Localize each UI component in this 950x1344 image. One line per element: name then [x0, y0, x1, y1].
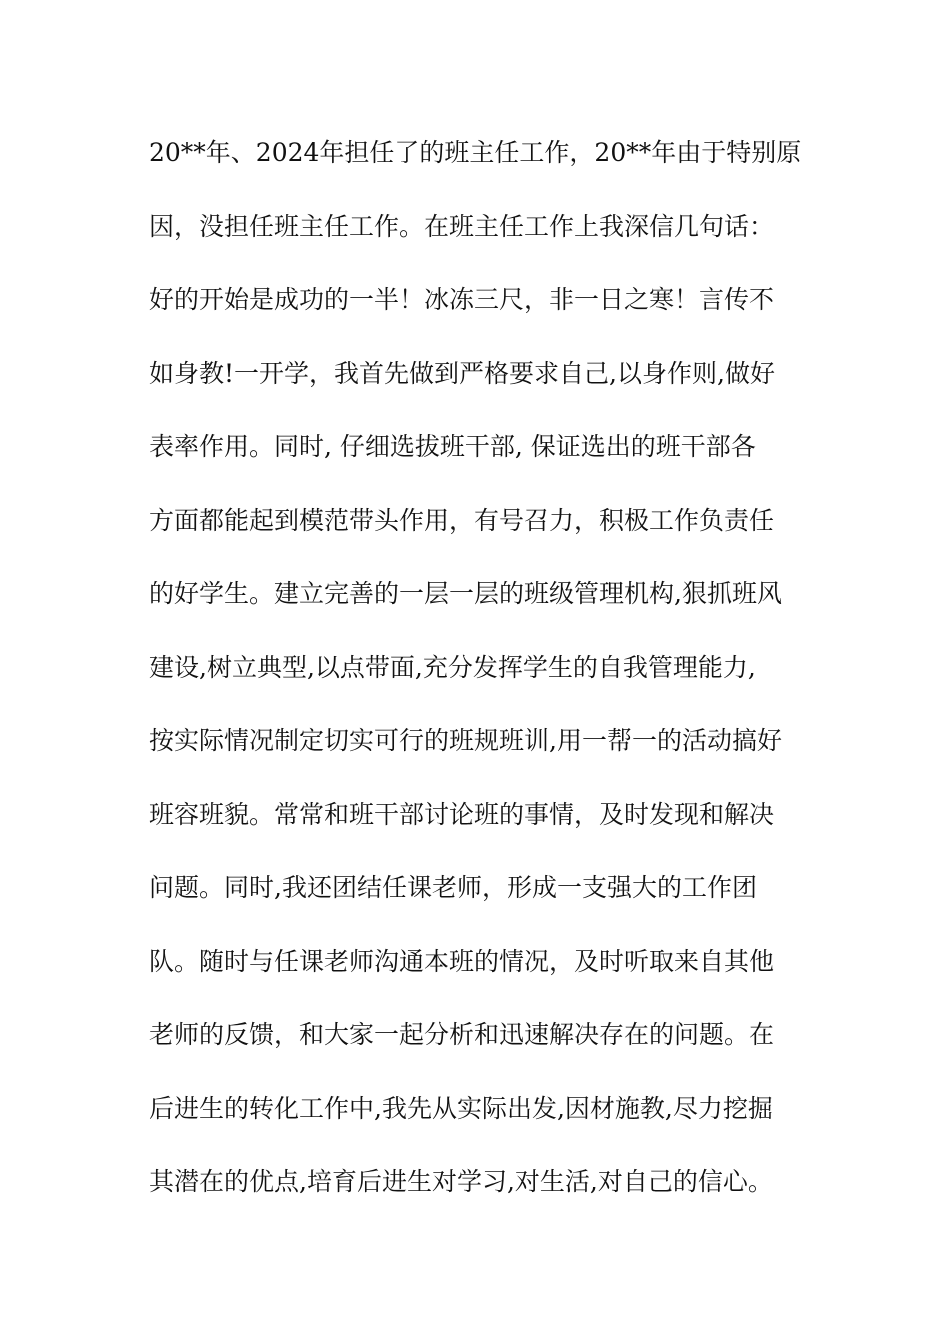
body-text [149, 130, 809, 1233]
text-line: 建设,树立典型,以点带面,充分发挥学生的自我管理能力, [149, 652, 756, 682]
text-line: 按实际情况制定切实可行的班规班训,用一帮一的活动搞好 [149, 726, 782, 755]
text-line: 队。随时与任课老师沟通本班的情况，及时听取来自其他 [149, 946, 775, 976]
text-line: 如身教!一开学，我首先做到严格要求自己,以身作则,做好 [149, 358, 775, 388]
text-line: 问题。同时,我还团结任课老师，形成一支强大的工作团 [149, 873, 757, 902]
text-line: 因，没担任班主任工作。在班主任工作上我深信几句话： [149, 211, 775, 241]
text-line: 方面都能起到模范带头作用，有号召力，积极工作负责任 [149, 505, 775, 535]
text-line: 表率作用。同时, 仔细选拔班干部, 保证选出的班干部各 [149, 432, 756, 461]
text-line: 的好学生。建立完善的一层一层的班级管理机构,狠抓班风 [149, 579, 782, 608]
text-line: 后进生的转化工作中,我先从实际出发,因材施教,尽力挖掘 [149, 1093, 773, 1123]
text-line: 其潜在的优点,培育后进生对学习,对生活,对自己的信心。 [149, 1167, 773, 1196]
text-line: 好的开始是成功的一半！冰冻三尺，非一日之寒！言传不 [149, 285, 775, 314]
text-line: 老师的反馈，和大家一起分析和迅速解决存在的问题。在 [149, 1020, 775, 1049]
text-line: 20**年、2024年担任了的班主任工作，20**年由于特别原 [149, 138, 802, 167]
text-line: 班容班貌。常常和班干部讨论班的事情，及时发现和解决 [149, 799, 775, 829]
